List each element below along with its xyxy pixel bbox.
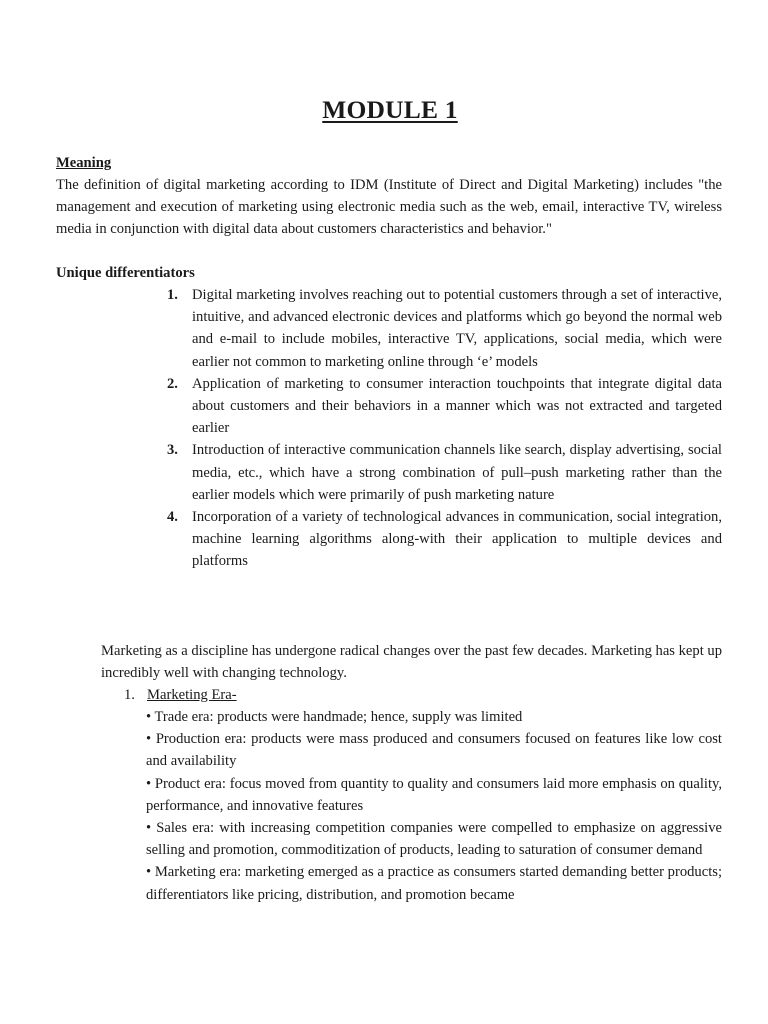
list-item-text: Application of marketing to consumer interaction touchpoints that integrate digital data about customers and their behaviors in a manner which was not extracted and targeted earlier [192, 375, 722, 437]
list-item-number: 4. [167, 509, 178, 526]
era-heading-text: Marketing Era- [147, 687, 237, 703]
list-item [147, 373, 722, 440]
era-number: 1. [124, 687, 135, 703]
list-item [147, 284, 722, 373]
list-item: • Trade era: products were handmade; hence, supply was limited [146, 709, 523, 725]
list-item-number: 3. [167, 442, 178, 459]
evolution-intro: Marketing as a discipline has undergone radical changes over the past few decades. Marketing has kept up incredibly well with changing technology. [101, 643, 722, 682]
marketing-era-heading [124, 684, 237, 706]
list-item [147, 439, 722, 506]
differentiators-heading: Unique differentiators [56, 265, 195, 281]
list-item: • Production era: products were mass produced and consumers focused on features like low cost and availability [146, 731, 722, 770]
meaning-heading: Meaning [56, 155, 112, 171]
list-item-text: Digital marketing involves reaching out to potential customers through a set of interactive, intuitive, and advanced electronic devices and platforms which go beyond the normal web and e-mail to include mobiles, interactive TV, applications, social media, which were earlier not common to marketing online through ‘e’ models [192, 287, 722, 370]
list-item-text: Introduction of interactive communication channels like search, display advertising, social media, etc., which have a strong combination of pull–push marketing rather than the earlier models which were primarily of push marketing nature [192, 442, 722, 503]
era-list [146, 706, 722, 906]
list-item: • Product era: focus moved from quantity to quality and consumers laid more emphasis on quality, performance, and innovative features [146, 775, 722, 814]
list-item: • Marketing era: marketing emerged as a practice as consumers started demanding better products; differentiators like pricing, distribution, and promotion became [146, 864, 722, 903]
meaning-paragraph: The definition of digital marketing according to IDM (Institute of Direct and Digital Marketing) includes "the management and execution of marketing using electronic media such as the web, email, interactive TV, wireless media in conjunction with digital data about customers characteristics and behavior." [56, 177, 722, 238]
list-item-text: Incorporation of a variety of technological advances in communication, social integration, machine learning algorithms along-with their application to multiple devices and platforms [192, 509, 722, 570]
list-item [147, 506, 722, 573]
list-item: • Sales era: with increasing competition companies were compelled to emphasize on aggressive selling and promotion, commoditization of products, leading to saturation of consumer demand [146, 820, 722, 859]
differentiators-list [147, 284, 722, 573]
list-item-number: 1. [167, 287, 178, 303]
list-item-number: 2. [167, 375, 178, 392]
page-title: MODULE 1 [322, 95, 458, 124]
